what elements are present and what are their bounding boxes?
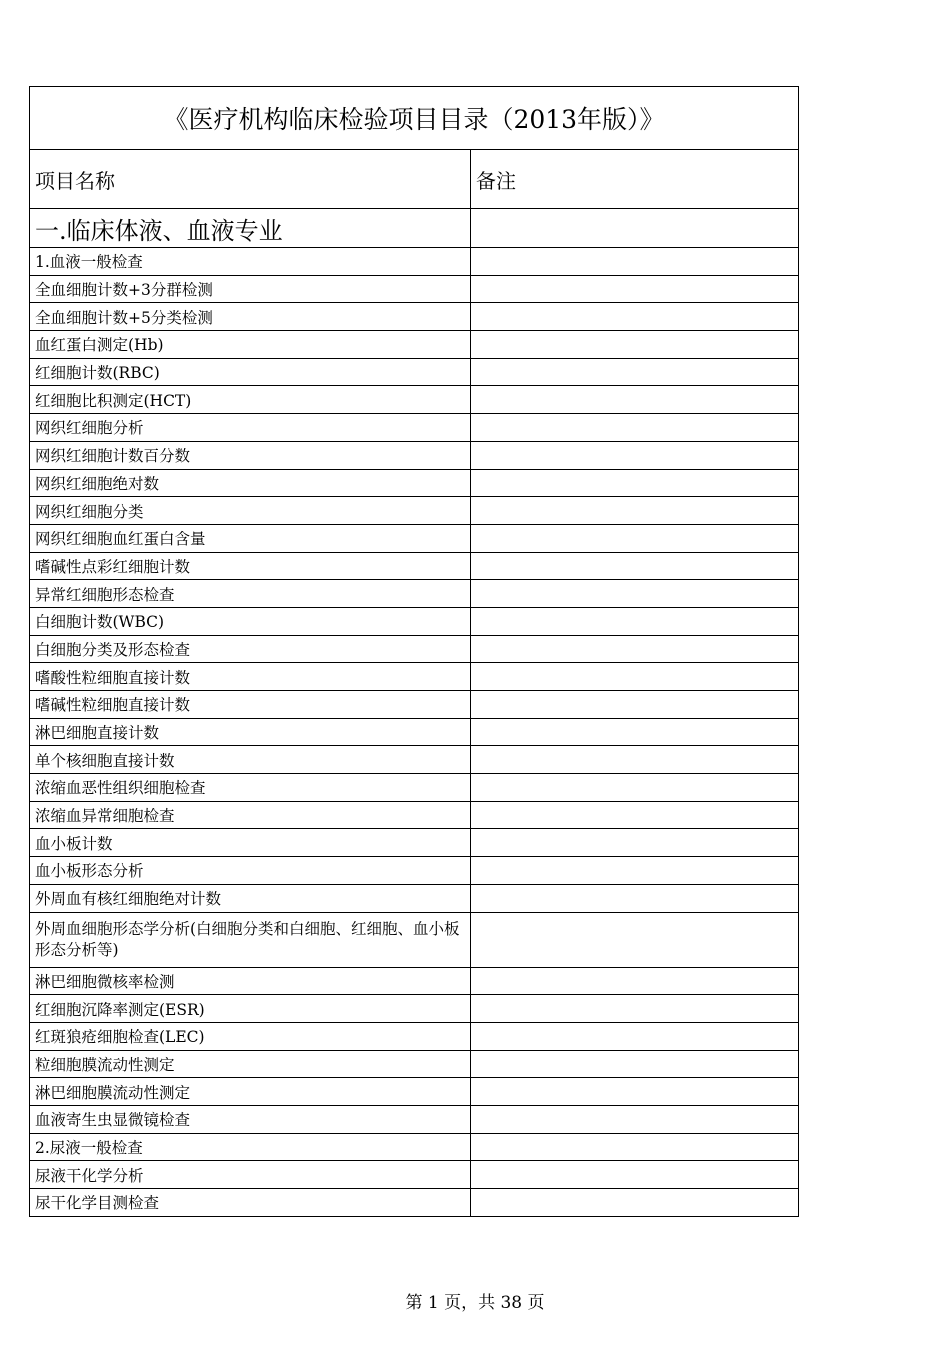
- table-row: [30, 386, 799, 414]
- table-row: [30, 774, 799, 802]
- item-name-cell: 红细胞计数(RBC): [30, 358, 471, 386]
- catalog-table: [29, 86, 799, 1217]
- table-row: [30, 552, 799, 580]
- item-name-cell: 1.血液一般检查: [30, 248, 471, 276]
- item-remark-cell: [471, 248, 799, 276]
- table-row: [30, 857, 799, 885]
- table-row: [30, 1105, 799, 1133]
- item-remark-cell: [471, 635, 799, 663]
- item-name-cell: 全血细胞计数+5分类检测: [30, 303, 471, 331]
- item-name-cell: 2.尿液一般检查: [30, 1133, 471, 1161]
- item-name-cell: 血红蛋白测定(Hb): [30, 331, 471, 359]
- table-row: [30, 441, 799, 469]
- item-remark-cell: [471, 746, 799, 774]
- table-row: [30, 1133, 799, 1161]
- item-name-cell: 粒细胞膜流动性测定: [30, 1050, 471, 1078]
- item-name-cell: 淋巴细胞直接计数: [30, 718, 471, 746]
- item-remark-cell: [471, 1105, 799, 1133]
- item-remark-cell: [471, 967, 799, 995]
- item-name-cell: 红斑狼疮细胞检查(LEC): [30, 1022, 471, 1050]
- document-title: 《医疗机构临床检验项目目录（2013年版）》: [30, 87, 799, 150]
- item-remark-cell: [471, 1022, 799, 1050]
- table-row: [30, 497, 799, 525]
- item-remark-cell: [471, 912, 799, 967]
- table-row: [30, 248, 799, 276]
- item-name-cell: 血小板计数: [30, 829, 471, 857]
- table-row: [30, 718, 799, 746]
- item-remark-cell: [471, 691, 799, 719]
- table-row: [30, 829, 799, 857]
- item-remark-cell: [471, 552, 799, 580]
- header-item-name: 项目名称: [30, 150, 471, 209]
- item-remark-cell: [471, 275, 799, 303]
- item-name-cell: 异常红细胞形态检查: [30, 580, 471, 608]
- table-row: [30, 967, 799, 995]
- item-remark-cell: [471, 1189, 799, 1217]
- title-row: [30, 87, 799, 150]
- item-remark-cell: [471, 801, 799, 829]
- item-name-cell: 嗜碱性粒细胞直接计数: [30, 691, 471, 719]
- item-remark-cell: [471, 1133, 799, 1161]
- table-row: [30, 691, 799, 719]
- item-remark-cell: [471, 718, 799, 746]
- table-row: [30, 1161, 799, 1189]
- table-row: [30, 303, 799, 331]
- table-row: [30, 331, 799, 359]
- table-row: [30, 1022, 799, 1050]
- item-remark-cell: [471, 1078, 799, 1106]
- table-row: [30, 746, 799, 774]
- item-remark-cell: [471, 497, 799, 525]
- catalog-table-body: [30, 87, 799, 1217]
- item-name-cell: 浓缩血异常细胞检查: [30, 801, 471, 829]
- item-name-cell: 尿干化学目测检查: [30, 1189, 471, 1217]
- table-row: [30, 1189, 799, 1217]
- table-row: [30, 663, 799, 691]
- item-name-cell: 红细胞沉降率测定(ESR): [30, 995, 471, 1023]
- table-row: [30, 635, 799, 663]
- item-name-cell: 血液寄生虫显微镜检查: [30, 1105, 471, 1133]
- item-remark-cell: [471, 774, 799, 802]
- item-name-cell: 外周血有核红细胞绝对计数: [30, 884, 471, 912]
- item-remark-cell: [471, 524, 799, 552]
- item-name-cell: 尿液干化学分析: [30, 1161, 471, 1189]
- item-remark-cell: [471, 1050, 799, 1078]
- item-remark-cell: [471, 386, 799, 414]
- table-row: [30, 884, 799, 912]
- item-name-cell: 外周血细胞形态学分析(白细胞分类和白细胞、红细胞、血小板形态分析等): [30, 912, 471, 967]
- table-row: [30, 275, 799, 303]
- item-name-cell: 浓缩血恶性组织细胞检查: [30, 774, 471, 802]
- item-name-cell: 网织红细胞血红蛋白含量: [30, 524, 471, 552]
- item-remark-cell: [471, 331, 799, 359]
- table-row: [30, 524, 799, 552]
- item-name-cell: 网织红细胞计数百分数: [30, 441, 471, 469]
- item-name-cell: 白细胞计数(WBC): [30, 607, 471, 635]
- table-row: [30, 1078, 799, 1106]
- table-row: [30, 1050, 799, 1078]
- item-name-cell: 单个核细胞直接计数: [30, 746, 471, 774]
- item-name-cell: 血小板形态分析: [30, 857, 471, 885]
- table-row: [30, 801, 799, 829]
- item-name-cell: 网织红细胞分类: [30, 497, 471, 525]
- item-name-cell: 白细胞分类及形态检查: [30, 635, 471, 663]
- item-remark-cell: [471, 663, 799, 691]
- table-row: [30, 912, 799, 967]
- table-row: [30, 358, 799, 386]
- item-remark-cell: [471, 829, 799, 857]
- item-name-cell: 嗜酸性粒细胞直接计数: [30, 663, 471, 691]
- item-remark-cell: [471, 884, 799, 912]
- section-row: [30, 209, 799, 248]
- item-remark-cell: [471, 414, 799, 442]
- item-remark-cell: [471, 1161, 799, 1189]
- item-name-cell: 红细胞比积测定(HCT): [30, 386, 471, 414]
- table-row: [30, 607, 799, 635]
- table-row: [30, 580, 799, 608]
- page-footer: 第 1 页，共 38 页: [405, 1293, 545, 1313]
- item-name-cell: 网织红细胞绝对数: [30, 469, 471, 497]
- table-row: [30, 995, 799, 1023]
- item-remark-cell: [471, 358, 799, 386]
- item-name-cell: 淋巴细胞膜流动性测定: [30, 1078, 471, 1106]
- table-row: [30, 414, 799, 442]
- item-remark-cell: [471, 441, 799, 469]
- item-name-cell: 全血细胞计数+3分群检测: [30, 275, 471, 303]
- item-remark-cell: [471, 580, 799, 608]
- item-remark-cell: [471, 303, 799, 331]
- item-name-cell: 网织红细胞分析: [30, 414, 471, 442]
- item-name-cell: 嗜碱性点彩红细胞计数: [30, 552, 471, 580]
- section-title: 一.临床体液、血液专业: [30, 209, 471, 248]
- section-remark-cell: [471, 209, 799, 248]
- item-name-cell: 淋巴细胞微核率检测: [30, 967, 471, 995]
- header-remark: 备注: [471, 150, 799, 209]
- item-remark-cell: [471, 469, 799, 497]
- table-row: [30, 469, 799, 497]
- item-remark-cell: [471, 857, 799, 885]
- item-remark-cell: [471, 995, 799, 1023]
- header-row: [30, 150, 799, 209]
- item-remark-cell: [471, 607, 799, 635]
